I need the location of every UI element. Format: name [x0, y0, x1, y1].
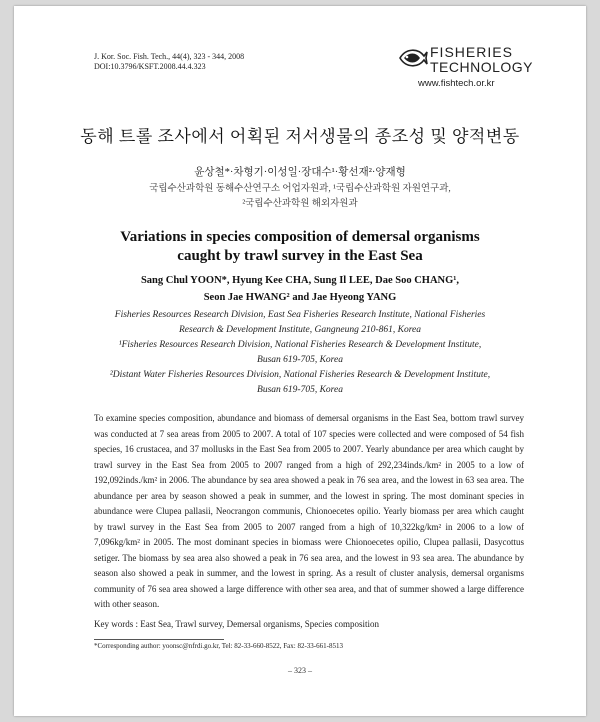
journal-citation: J. Kor. Soc. Fish. Tech., 44(4), 323 - 344, 2008: [94, 52, 245, 61]
english-title-line2: caught by trawl survey in the East Sea: [177, 248, 423, 264]
english-affil-line: Fisheries Resources Research Division, East Sea Fisheries Research Institute, National Fisheries: [114, 310, 486, 320]
korean-affil-line2: ²국립수산과학원 해외자원과: [242, 199, 358, 209]
korean-affiliations: [14, 182, 586, 212]
korean-affil-line1: 국립수산과학원 동해수산연구소 어업자원과, ¹국립수산과학원 자원연구과,: [149, 184, 451, 194]
english-affiliations: [14, 308, 586, 398]
logo-text-line2: TECHNOLOGY: [430, 59, 534, 75]
paper-page: [14, 6, 586, 716]
journal-header: [94, 52, 244, 72]
footnote-divider: [94, 639, 224, 640]
fish-logo-icon: [398, 46, 428, 70]
english-authors-line1: Sang Chul YOON*, Hyung Kee CHA, Sung Il LEE, Dae Soo CHANG¹,: [140, 275, 460, 286]
keywords: Key words : East Sea, Trawl survey, Demersal organisms, Species composition: [94, 619, 379, 629]
journal-doi: DOI:10.3796/KSFT.2008.44.4.323: [94, 62, 206, 71]
english-affil-line: ²Distant Water Fisheries Resources Division, National Fisheries Research & Development Institute,: [109, 370, 491, 380]
english-authors-line2: Seon Jae HWANG² and Jae Hyeong YANG: [203, 292, 397, 303]
logo-text-line1: FISHERIES: [430, 44, 513, 60]
english-authors: [14, 272, 586, 306]
english-affil-line: ¹Fisheries Resources Research Division, National Fisheries Research & Development Institute,: [118, 340, 482, 350]
korean-authors: 윤상철*·차형기·이성일·장대수¹·황선재²·양재형: [194, 167, 406, 178]
fisheries-technology-logo: [398, 44, 538, 94]
korean-title: 동해 트롤 조사에서 어획된 저서생물의 종조성 및 양적변동: [80, 127, 520, 146]
english-title: [14, 228, 586, 266]
journal-url[interactable]: www.fishtech.or.kr: [418, 78, 495, 89]
english-affil-line: Research & Development Institute, Gangneung 210-861, Korea: [178, 325, 422, 335]
english-affil-line: Busan 619-705, Korea: [257, 355, 343, 365]
corresponding-author-footnote: *Corresponding author: yoonsc@nfrdi.go.kr, Tel: 82-33-660-8522, Fax: 82-33-661-8513: [94, 642, 343, 650]
abstract-text: To examine species composition, abundance and biomass of demersal organisms in the East Sea, bottom trawl survey was conducted at 7 sea areas from 2005 to 2007. A total of 107 species were collected and were composed of 54 fish species, 16 crustacea, and 37 mollusks in the East Sea from 2005 to 2007. Yearly abundance per area which caught by trawl survey in the East Sea from 2005 to 2007 ranged from a high of 292,234inds./km² in 2005 to a low of 192,092inds./km² in 2006. The abundance by sea area showed a peak in 76 sea area, and the lowest in 63 sea area. The abundance per area by season showed a peak in summer, and the lowest in spring. The most dominant species in abundance were Clupea pallasii, Neocrangon communis, Chionoecetes opilio. Yearly biomass per area which caught by trawl survey in the East Sea from 2005 to 2007 ranged from a high of 10,322kg/km² in 2006 to a low of 7,096kg/km² in 2005. The most dominant species in biomass were Chionoecetes opilio, Clupea pallasii, Dasycottus setiger. The biomass by sea area also showed a peak in 76 sea area, and the lowest in 93 sea area. The abundance by season also showed a peak in summer, and the lowest in spring. As a result of cluster analysis, demersal organisms community of 76 sea area showed a large difference with other sea area, and that of summer showed a large difference with other season.: [94, 413, 524, 609]
page-number: – 323 –: [288, 666, 312, 675]
english-title-line1: Variations in species composition of demersal organisms: [120, 229, 480, 245]
english-affil-line: Busan 619-705, Korea: [257, 385, 343, 395]
